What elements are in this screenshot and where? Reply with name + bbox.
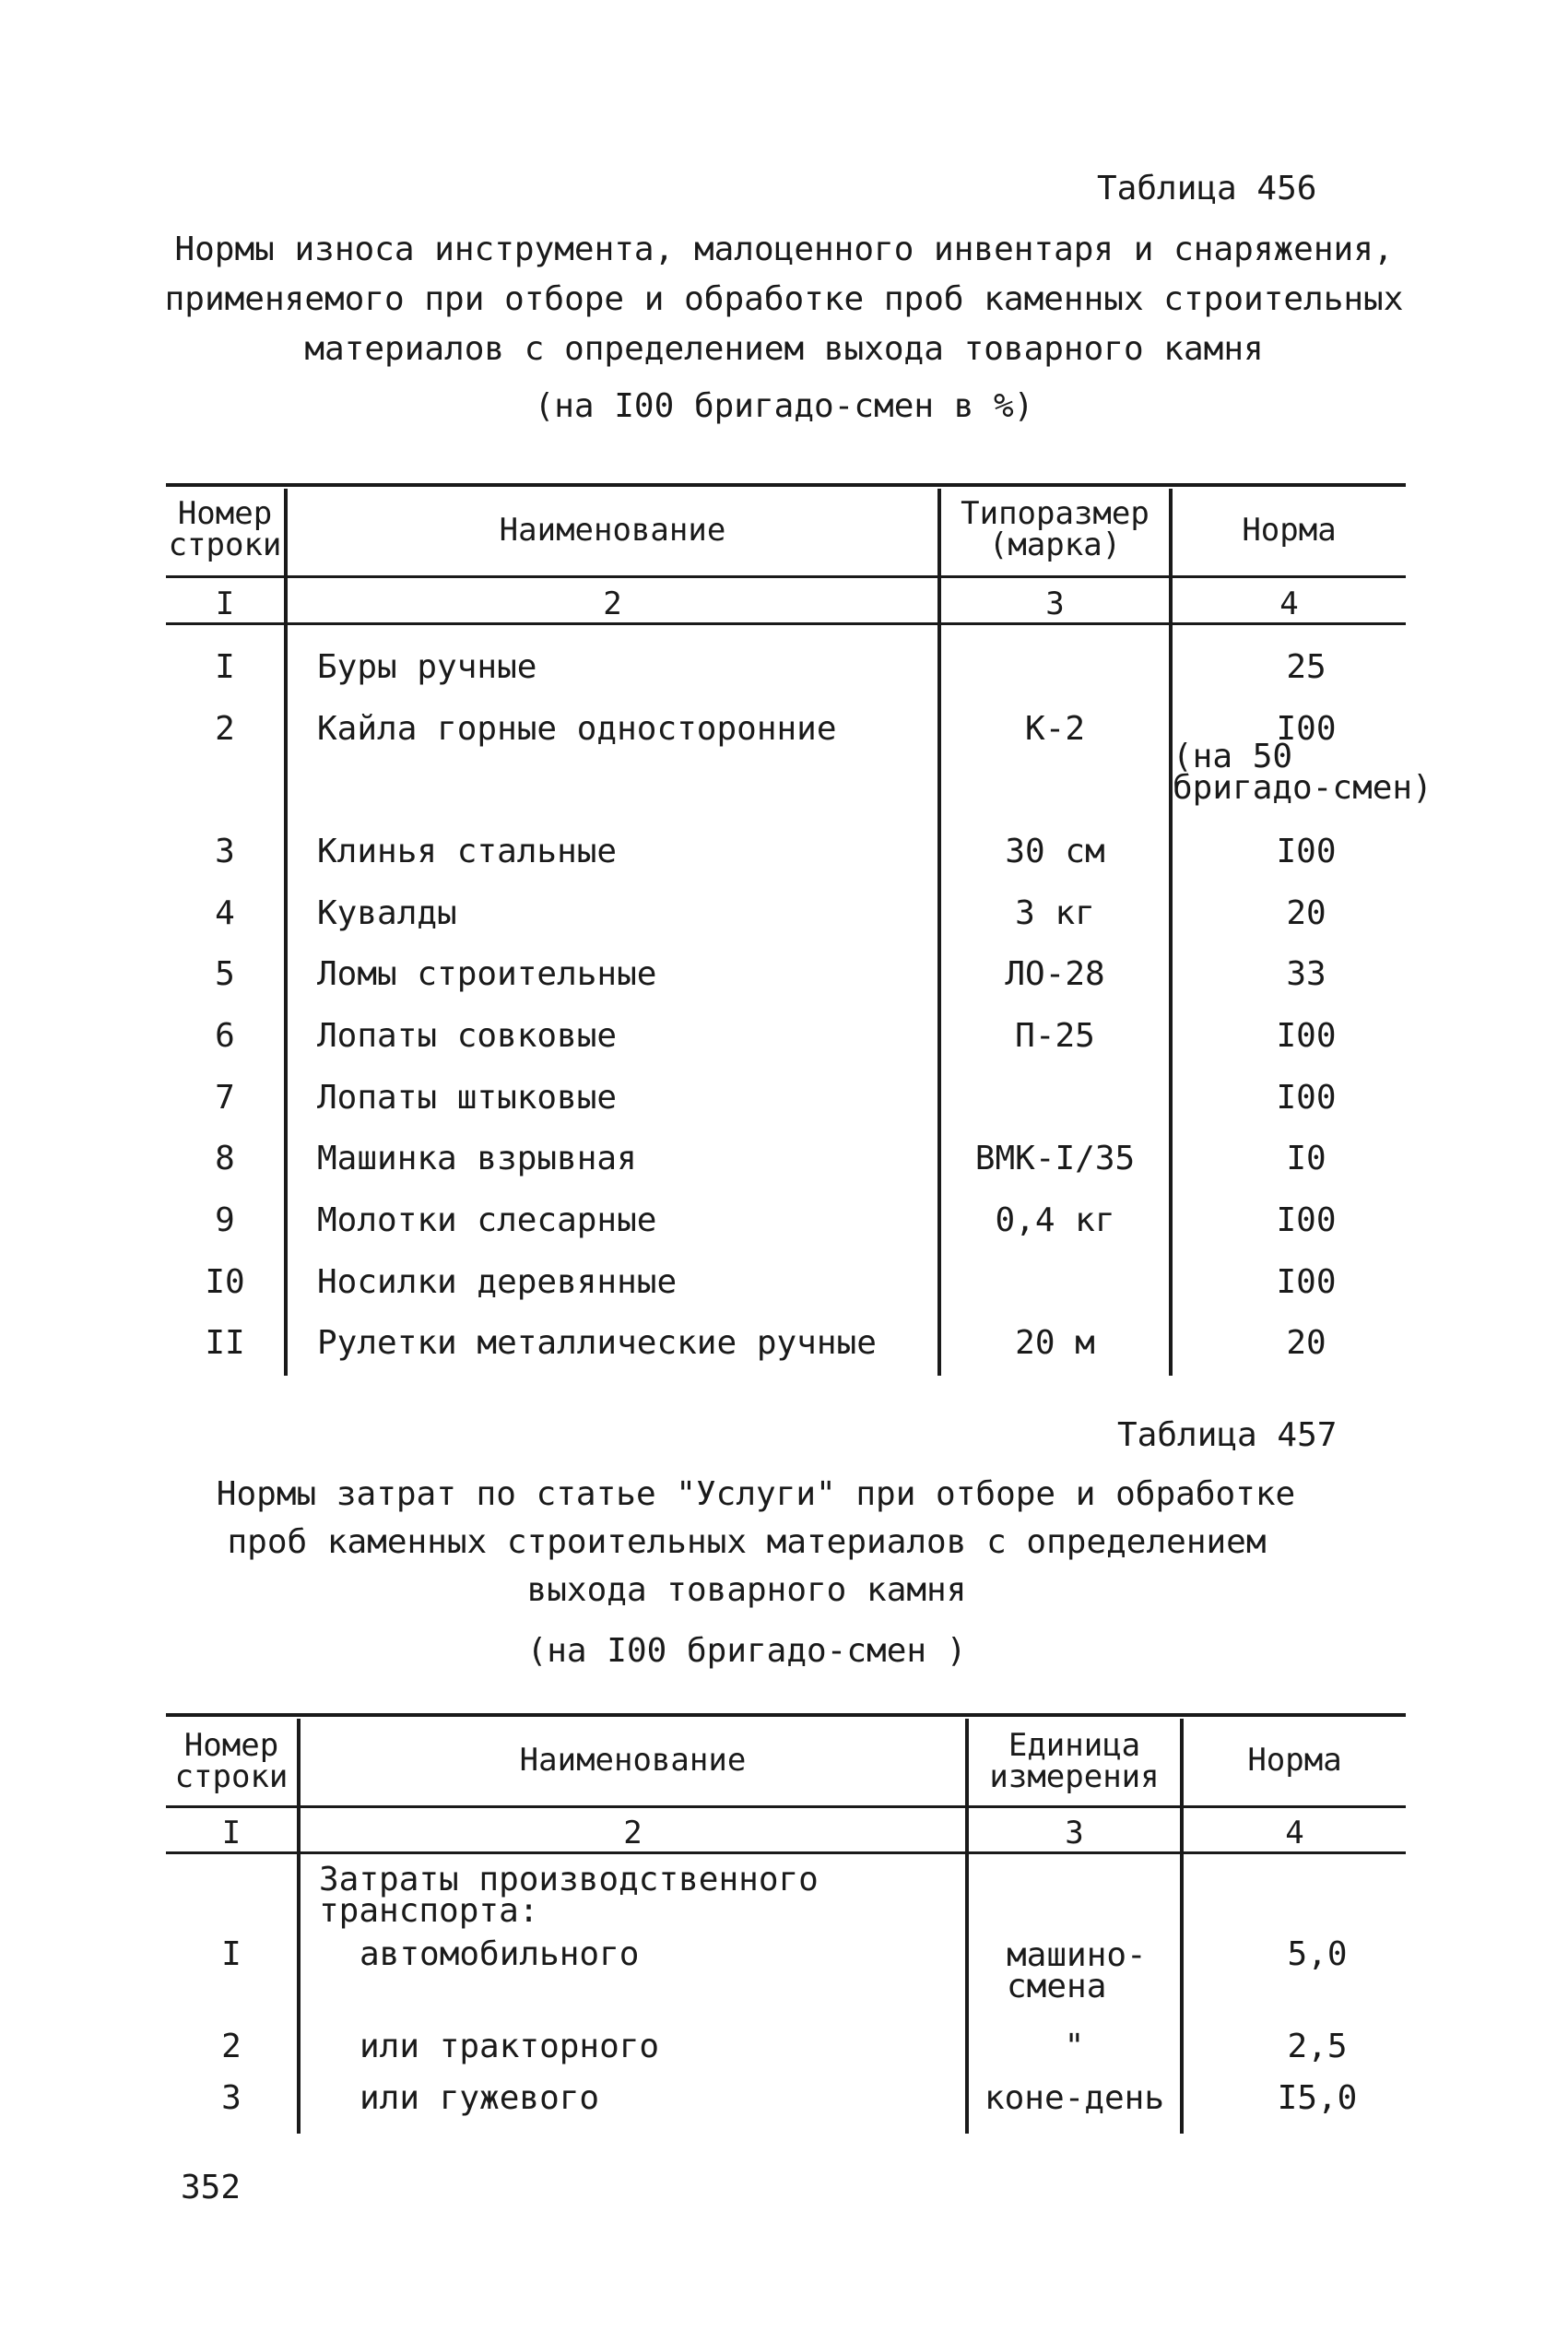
row-name: Машинка взрывная	[317, 1140, 637, 1177]
page-number: 352	[181, 2169, 242, 2206]
row-name: Клинья стальные	[317, 833, 618, 870]
header-size-line1: Типоразмер	[961, 495, 1149, 532]
table-457-divider-1	[297, 1719, 301, 2134]
colnum-1: I	[221, 1815, 242, 1851]
row-name: или тракторного	[360, 2028, 660, 2065]
colnum-2: 2	[623, 1815, 643, 1851]
row-size: 30 см	[1005, 833, 1105, 870]
table-457-colnum-rule	[166, 1851, 1406, 1854]
table-457-divider-3	[1180, 1719, 1184, 2134]
table-457-title-line3: выхода товарного камня	[526, 1571, 967, 1609]
row-name: Кувалды	[317, 894, 457, 932]
row-name: Молотки слесарные	[317, 1201, 657, 1239]
row-norm-note-line2: бригадо-смен)	[1173, 769, 1432, 807]
row-size: 3 кг	[1015, 894, 1095, 932]
row-size: П-25	[1015, 1017, 1095, 1055]
group-heading-line1: Затраты производственного	[319, 1861, 819, 1898]
header-num	[166, 495, 284, 563]
row-norm: I00	[1276, 1017, 1337, 1055]
header-unit	[969, 1727, 1180, 1795]
header-norm: Норма	[1242, 512, 1337, 549]
colnum-1: I	[215, 585, 235, 622]
row-norm: I00	[1276, 710, 1337, 748]
row-norm: 20	[1286, 1324, 1326, 1362]
row-name: Кайла горные односторонние	[317, 710, 837, 748]
header-norm: Норма	[1247, 1742, 1342, 1779]
header-name: Наименование	[519, 1742, 747, 1779]
table-457-unit: (на I00 бригадо-смен )	[526, 1632, 967, 1670]
table-456-header-rule	[166, 575, 1406, 578]
table-456-title-line1: Нормы износа инструмента, малоценного инвентаря и снаряжения,	[174, 231, 1394, 268]
row-name: Лопаты совковые	[317, 1017, 618, 1055]
table-456-colnum-rule	[166, 622, 1406, 625]
row-norm: 20	[1286, 894, 1326, 932]
table-456-title-line2: применяемого при отборе и обработке проб каменных строительных	[164, 280, 1404, 318]
colnum-3: 3	[1045, 585, 1065, 622]
row-size: ЛО-28	[1005, 955, 1105, 993]
header-unit-line2: измерения	[989, 1758, 1160, 1795]
row-unit: коне-день	[984, 2079, 1165, 2117]
row-name: Рулетки металлические ручные	[317, 1324, 877, 1362]
row-number: I	[215, 648, 235, 686]
row-size: ВМК-I/35	[974, 1140, 1136, 1177]
header-name: Наименование	[499, 512, 726, 549]
colnum-3: 3	[1065, 1815, 1084, 1851]
table-457-header-rule	[166, 1805, 1406, 1808]
row-norm: 2,5	[1287, 2028, 1348, 2065]
table-456-divider-3	[1169, 489, 1173, 1376]
row-number: 7	[215, 1079, 235, 1117]
colnum-4: 4	[1285, 1815, 1304, 1851]
row-norm: I00	[1276, 833, 1337, 870]
row-norm: I00	[1276, 1079, 1337, 1117]
row-size: 0,4 кг	[995, 1201, 1115, 1239]
row-name: Лопаты штыковые	[317, 1079, 618, 1117]
header-num-line2: строки	[174, 1758, 289, 1795]
table-456-unit: (на I00 бригадо-смен в %)	[534, 387, 1034, 425]
row-name: Носилки деревянные	[317, 1263, 678, 1301]
row-number: 4	[215, 894, 235, 932]
row-norm: 5,0	[1287, 1935, 1348, 1973]
row-number: I0	[205, 1263, 245, 1301]
row-norm: I00	[1276, 1201, 1337, 1239]
row-unit: "	[1064, 2028, 1085, 2065]
row-norm: 25	[1286, 648, 1326, 686]
group-heading-line2: транспорта:	[319, 1892, 539, 1930]
table-456-title-line3: материалов с определением выхода товарного камня	[304, 330, 1264, 368]
row-norm: I00	[1276, 1263, 1337, 1301]
header-size-line2: (марка)	[988, 526, 1122, 563]
table-456-top-rule	[166, 483, 1406, 487]
row-norm: I0	[1286, 1140, 1326, 1177]
row-number: 2	[215, 710, 235, 748]
table-457-top-rule	[166, 1713, 1406, 1717]
header-num-line2: строки	[168, 526, 282, 563]
row-norm: I5,0	[1277, 2079, 1358, 2117]
table-456-label: Таблица 456	[1097, 170, 1317, 207]
row-number: I	[221, 1935, 242, 1973]
table-457-title-line1: Нормы затрат по статье "Услуги" при отборе и обработке	[216, 1475, 1296, 1513]
header-num-line1: Номер	[183, 1727, 279, 1764]
row-norm-note-line1: (на 50	[1173, 738, 1293, 775]
table-456-divider-1	[284, 489, 288, 1376]
header-size	[941, 495, 1169, 563]
row-number: 3	[221, 2079, 242, 2117]
row-size: К-2	[1024, 710, 1086, 748]
row-number: 6	[215, 1017, 235, 1055]
row-number: 3	[215, 833, 235, 870]
row-number: 9	[215, 1201, 235, 1239]
row-number: 2	[221, 2028, 242, 2065]
row-name: или гужевого	[360, 2079, 600, 2117]
row-name: Буры ручные	[317, 648, 537, 686]
table-457-label: Таблица 457	[1117, 1416, 1338, 1454]
table-457-title-line2: проб каменных строительных материалов с определением	[227, 1523, 1267, 1561]
header-num	[166, 1727, 297, 1795]
colnum-4: 4	[1279, 585, 1299, 622]
row-number: 8	[215, 1140, 235, 1177]
row-size: 20 м	[1015, 1324, 1095, 1362]
row-number: II	[205, 1324, 245, 1362]
row-norm: 33	[1286, 955, 1326, 993]
header-unit-line1: Единица	[1008, 1727, 1141, 1764]
colnum-2: 2	[603, 585, 622, 622]
table-456-divider-2	[937, 489, 941, 1376]
row-name: Ломы строительные	[317, 955, 657, 993]
row-unit-line1: машино-	[1007, 1936, 1147, 1974]
row-number: 5	[215, 955, 235, 993]
row-name: автомобильного	[360, 1935, 640, 1973]
header-num-line1: Номер	[177, 495, 273, 532]
row-unit-line2: смена	[1007, 1968, 1107, 2005]
